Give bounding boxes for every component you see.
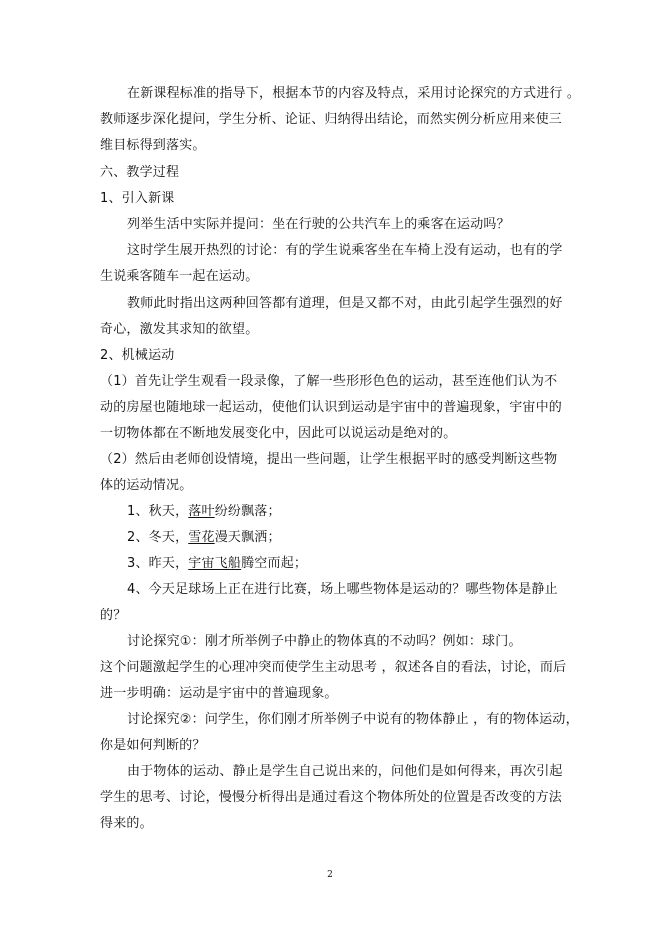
- example-prefix: 1、秋天，: [127, 504, 189, 519]
- example-suffix: 漫天飘洒；: [214, 530, 281, 545]
- example-suffix: 纷纷飘落；: [214, 504, 281, 519]
- paragraph-line: （1）首先让学生观看一段录像，了解一些形形色色的运动，甚至连他们认为不: [100, 374, 558, 389]
- paragraph-line: 生说乘客随车一起在运动。: [100, 269, 259, 284]
- paragraph-line: 的？: [100, 608, 127, 623]
- paragraph-line: 奇心，激发其求知的欲望。: [100, 322, 259, 337]
- paragraph-line: 列举生活中实际并提问：坐在行驶的公共汽车上的乘客在运动吗？: [127, 217, 510, 232]
- example-item: [127, 503, 281, 521]
- paragraph-line: 维目标得到落实。: [100, 138, 206, 153]
- example-item: 4、今天足球场上正在进行比赛，场上哪些物体是运动的？哪些物体是静止: [127, 582, 558, 597]
- page-number: 2: [327, 870, 333, 880]
- paragraph-line: 教师此时指出这两种回答都有道理，但是又都不对，由此引起学生强烈的好: [127, 296, 563, 311]
- paragraph-line: （2）然后由老师创设情境，提出一些问题，让学生根据平时的感受判断这些物: [100, 452, 558, 467]
- paragraph-line: 讨论探究①：刚才所举例子中静止的物体真的不动吗？例如：球门。: [127, 634, 522, 649]
- example-item: [127, 555, 307, 573]
- example-prefix: 2、冬天，: [127, 530, 189, 545]
- paragraph-line: 动的房屋也随地球一起运动，使他们认识到运动是宇宙中的普遍现象，宇宙中的: [100, 400, 563, 415]
- paragraph-line: 这时学生展开热烈的讨论：有的学生说乘客坐在车椅上没有运动，也有的学: [127, 243, 563, 258]
- section-heading: 六、教学过程: [100, 165, 180, 180]
- paragraph-line: 你是如何判断的？: [100, 738, 206, 753]
- example-suffix: 腾空而起；: [241, 556, 308, 571]
- paragraph-line: 教师逐步深化提问，学生分析、论证、归纳得出结论，而然实例分析应用来使三: [100, 112, 563, 127]
- paragraph-line: 一切物体都在不断地发展变化中，因此可以说运动是绝对的。: [100, 426, 457, 441]
- example-prefix: 3、昨天，: [127, 556, 189, 571]
- underlined-term: 雪花: [188, 530, 215, 545]
- subsection-heading: 1、引入新课: [100, 191, 175, 206]
- underlined-term: 落叶: [188, 504, 215, 519]
- paragraph-line: 讨论探究②：问学生，你们刚才所举例子中说有的物体静止 ，有的物体运动，: [127, 712, 579, 727]
- example-item: [127, 529, 281, 547]
- paragraph-line: 进一步明确：运动是宇宙中的普遍现象。: [100, 686, 338, 701]
- paragraph-line: 由于物体的运动、静止是学生自己说出来的，问他们是如何得来，再次引起: [127, 764, 563, 779]
- paragraph-line: 这个问题激起学生的心理冲突而使学生主动思考 ，叙述各自的看法，讨论，而后: [100, 660, 567, 675]
- paragraph-line: 学生的思考、讨论，慢慢分析得出是通过看这个物体所处的位置是否改变的方法: [100, 790, 563, 805]
- subsection-heading: 2、机械运动: [100, 348, 175, 363]
- paragraph-line: 在新课程标准的指导下，根据本节的内容及特点，采用讨论探究的方式进行 。: [127, 86, 581, 101]
- underlined-term: 宇宙飞船: [188, 556, 242, 571]
- paragraph-line: 得来的。: [100, 816, 153, 831]
- paragraph-line: 体的运动情况。: [100, 478, 193, 493]
